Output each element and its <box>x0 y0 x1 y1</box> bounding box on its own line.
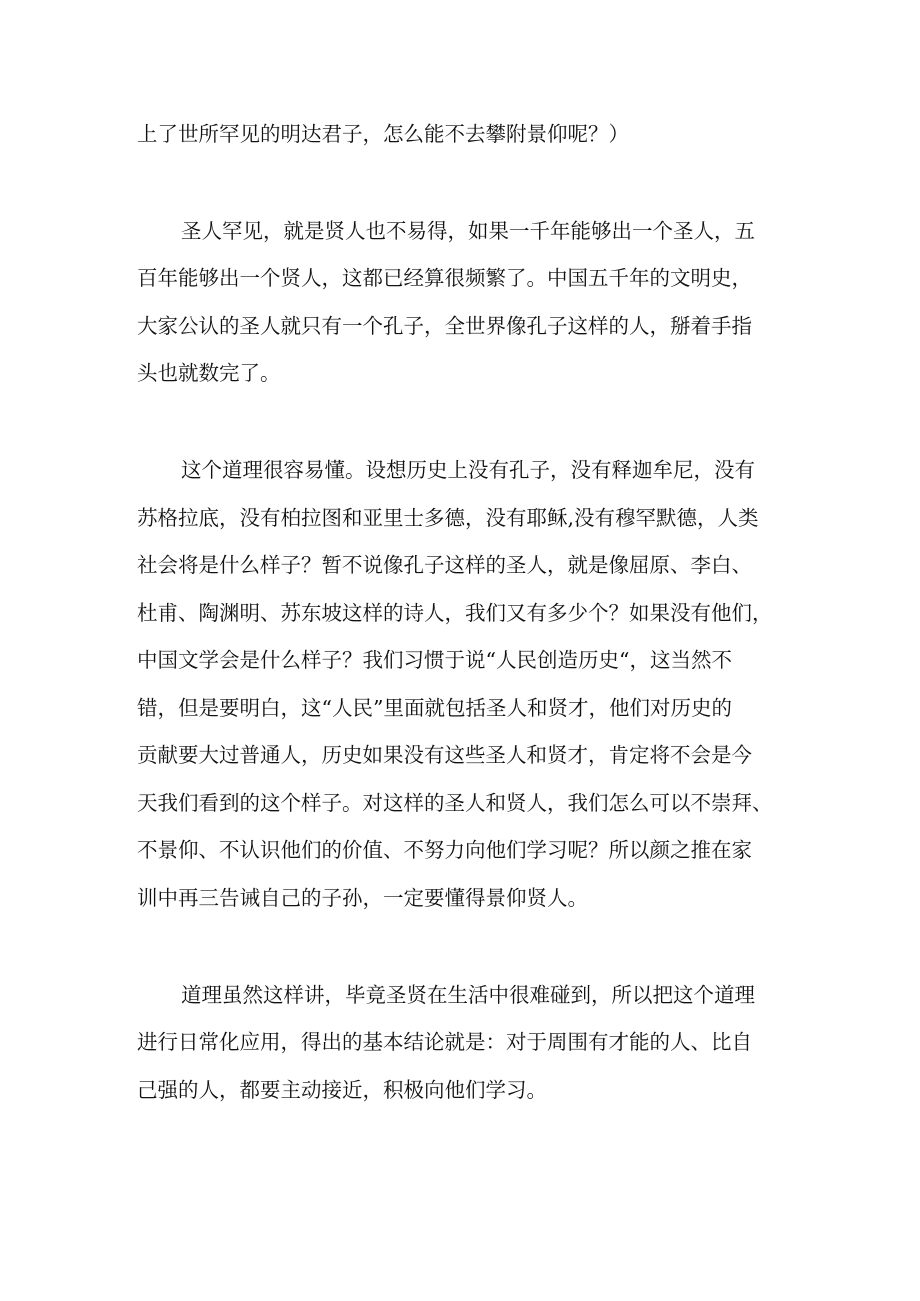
text-line: 进行日常化应用，得出的基本结论就是：对于周围有才能的人、比自 <box>137 1030 752 1054</box>
text-line: 百年能够出一个贤人，这都已经算很频繁了。中国五千年的文明史， <box>137 266 752 290</box>
text-line: 上了世所罕见的明达君子，怎么能不去攀附景仰呢？） <box>137 122 629 146</box>
text-line: 圣人罕见，就是贤人也不易得，如果一千年能够出一个圣人，五 <box>181 219 755 243</box>
text-line: 大家公认的圣人就只有一个孔子，全世界像孔子这样的人，掰着手指 <box>137 314 752 338</box>
text-line: 不景仰、不认识他们的价值、不努力向他们学习呢？所以颜之推在家 <box>137 838 752 862</box>
text-line: 社会将是什么样子？暂不说像孔子这样的圣人，就是像屈原、李白、 <box>137 553 752 577</box>
text-line: 苏格拉底，没有柏拉图和亚里士多德，没有耶稣,没有穆罕默德，人类 <box>137 506 759 530</box>
text-line: 错，但是要明白，这“人民”里面就包括圣人和贤才，他们对历史的 <box>137 696 732 720</box>
text-line: 头也就数完了。 <box>137 361 281 385</box>
text-line: 贡献要大过普通人，历史如果没有这些圣人和贤才，肯定将不会是今 <box>137 743 752 767</box>
text-line: 杜甫、陶渊明、苏东坡这样的诗人，我们又有多少个？如果没有他们， <box>137 601 773 625</box>
text-line: 天我们看到的这个样子。对这样的圣人和贤人，我们怎么可以不崇拜、 <box>137 791 773 815</box>
text-line: 己强的人，都要主动接近，积极向他们学习。 <box>137 1078 547 1102</box>
text-line: 中国文学会是什么样子？我们习惯于说“人民创造历史“，这当然不 <box>137 648 732 672</box>
text-line: 这个道理很容易懂。设想历史上没有孔子，没有释迦牟尼，没有 <box>181 458 755 482</box>
text-line: 训中再三告诫自己的子孙，一定要懂得景仰贤人。 <box>137 886 588 910</box>
text-line: 道理虽然这样讲，毕竟圣贤在生活中很难碰到，所以把这个道理 <box>181 983 755 1007</box>
